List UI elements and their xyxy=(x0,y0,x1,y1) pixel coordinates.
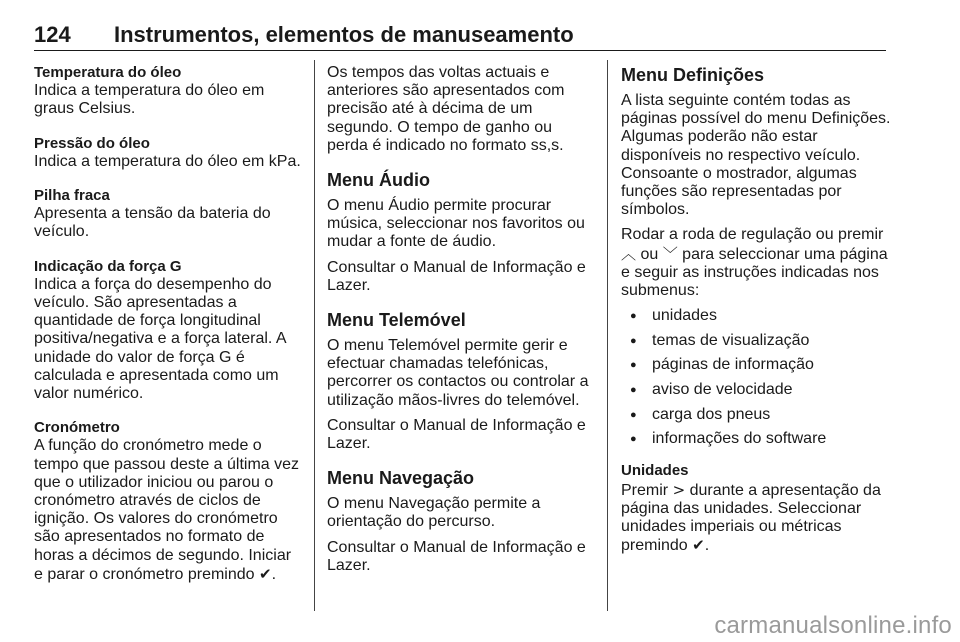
section-title: Cronómetro xyxy=(34,419,120,437)
section-text-end: . xyxy=(271,565,277,583)
instruction-text: para seleccionar uma página e seguir as instruções indicadas nos submenus: xyxy=(621,245,888,300)
list-item: ● temas de visualização xyxy=(621,332,891,350)
phone-menu-text: O menu Telemóvel permite gerir e efectuar chamadas telefónicas, percorrer os contactos ou controlar a utilização mãos-livres do telemóvel. xyxy=(327,337,589,409)
column-3 xyxy=(621,64,891,571)
check-icon: ✔ xyxy=(259,564,272,583)
instruction-text: Rodar a roda de regulação ou premir xyxy=(621,226,884,244)
list-item: ● aviso de velocidade xyxy=(621,381,891,399)
column-2 xyxy=(327,64,595,582)
page-number: 124 xyxy=(34,22,71,47)
page-header xyxy=(34,22,886,51)
section-low-battery xyxy=(34,187,302,242)
section-oil-pressure xyxy=(34,135,302,171)
phone-menu-reference: Consultar o Manual de Informação e Lazer. xyxy=(327,416,586,453)
chevron-right-icon: > xyxy=(672,480,686,499)
chapter-title: Instrumentos, elementos de manuseamento xyxy=(114,22,574,47)
section-text: A função do cronómetro mede o tempo que passou deste a última vez que o utilizador iniciou ou parou o cronómetro através de ciclos de ignição. Os valores do cronómetro são apresentados no formato de horas a décimos de segundo. Iniciar e parar o cronómetro premindo xyxy=(34,437,300,583)
list-item: ● páginas de informação xyxy=(621,356,891,374)
section-title: Pilha fraca xyxy=(34,187,110,205)
section-g-force xyxy=(34,258,302,404)
chevron-down-icon: ﹀ xyxy=(662,244,678,263)
section-title: Indicação da força G xyxy=(34,257,182,275)
audio-menu-reference: Consultar o Manual de Informação e Lazer. xyxy=(327,258,586,294)
section-title: Unidades xyxy=(621,462,689,480)
section-text: durante a apresentação da página das unidades. Seleccionar unidades imperiais ou métricas premindo xyxy=(621,481,881,555)
audio-menu-text: O menu Áudio permite procurar música, seleccionar nos favoritos ou mudar a fonte de áudio. xyxy=(327,197,585,251)
lap-times-text: Os tempos das voltas actuais e anteriores são apresentados com precisão até à décima de um segundo. O tempo de ganho ou perda é indicado no formato ss,s. xyxy=(327,64,565,154)
section-text: Apresenta a tensão da bateria do veículo. xyxy=(34,205,271,241)
navigation-menu-text: O menu Navegação permite a orientação do percurso. xyxy=(327,495,541,531)
navigation-menu-heading: Menu Navegação xyxy=(327,468,475,489)
list-item: ● carga dos pneus xyxy=(621,406,891,424)
section-text-end: . xyxy=(704,537,710,555)
navigation-menu-reference: Consultar o Manual de Informação e Lazer. xyxy=(327,538,586,574)
section-text: Indica a temperatura do óleo em kPa. xyxy=(34,152,301,170)
audio-menu-heading: Menu Áudio xyxy=(327,170,430,191)
section-text: Indica a temperatura do óleo em graus Celsius. xyxy=(34,82,265,118)
section-oil-temperature xyxy=(34,64,302,119)
settings-menu-text: A lista seguinte contém todas as páginas possível do menu Definições. Algumas poderão não estar disponíveis no respectivo veículo. Consoante o mostrador, algumas funções são representadas por símbolos. xyxy=(621,92,891,219)
section-text: Premir xyxy=(621,481,673,499)
settings-menu-instructions xyxy=(621,226,891,300)
instruction-text: ou xyxy=(636,245,663,263)
phone-menu-heading: Menu Telemóvel xyxy=(327,310,466,331)
section-units xyxy=(621,462,891,555)
list-item: ● informações do software xyxy=(621,430,891,448)
chevron-up-icon: ︿ xyxy=(621,244,637,263)
check-icon: ✔ xyxy=(692,536,705,555)
section-text: Indica a força do desempenho do veículo. São apresentadas a quantidade de força longitudinal positiva/negativa e a força lateral. A unidade do valor de força G é calculada e apresentada como um valor numérico. xyxy=(34,275,286,403)
column-divider xyxy=(314,60,315,611)
watermark: carmanualsonline.info xyxy=(714,612,952,639)
section-stopwatch xyxy=(34,419,302,584)
section-title: Temperatura do óleo xyxy=(34,64,182,81)
settings-pages-list xyxy=(621,307,891,448)
column-divider xyxy=(607,60,608,611)
list-item: ● unidades xyxy=(621,307,891,325)
settings-menu-heading: Menu Definições xyxy=(621,65,765,85)
column-1 xyxy=(34,64,302,600)
section-title: Pressão do óleo xyxy=(34,134,150,152)
